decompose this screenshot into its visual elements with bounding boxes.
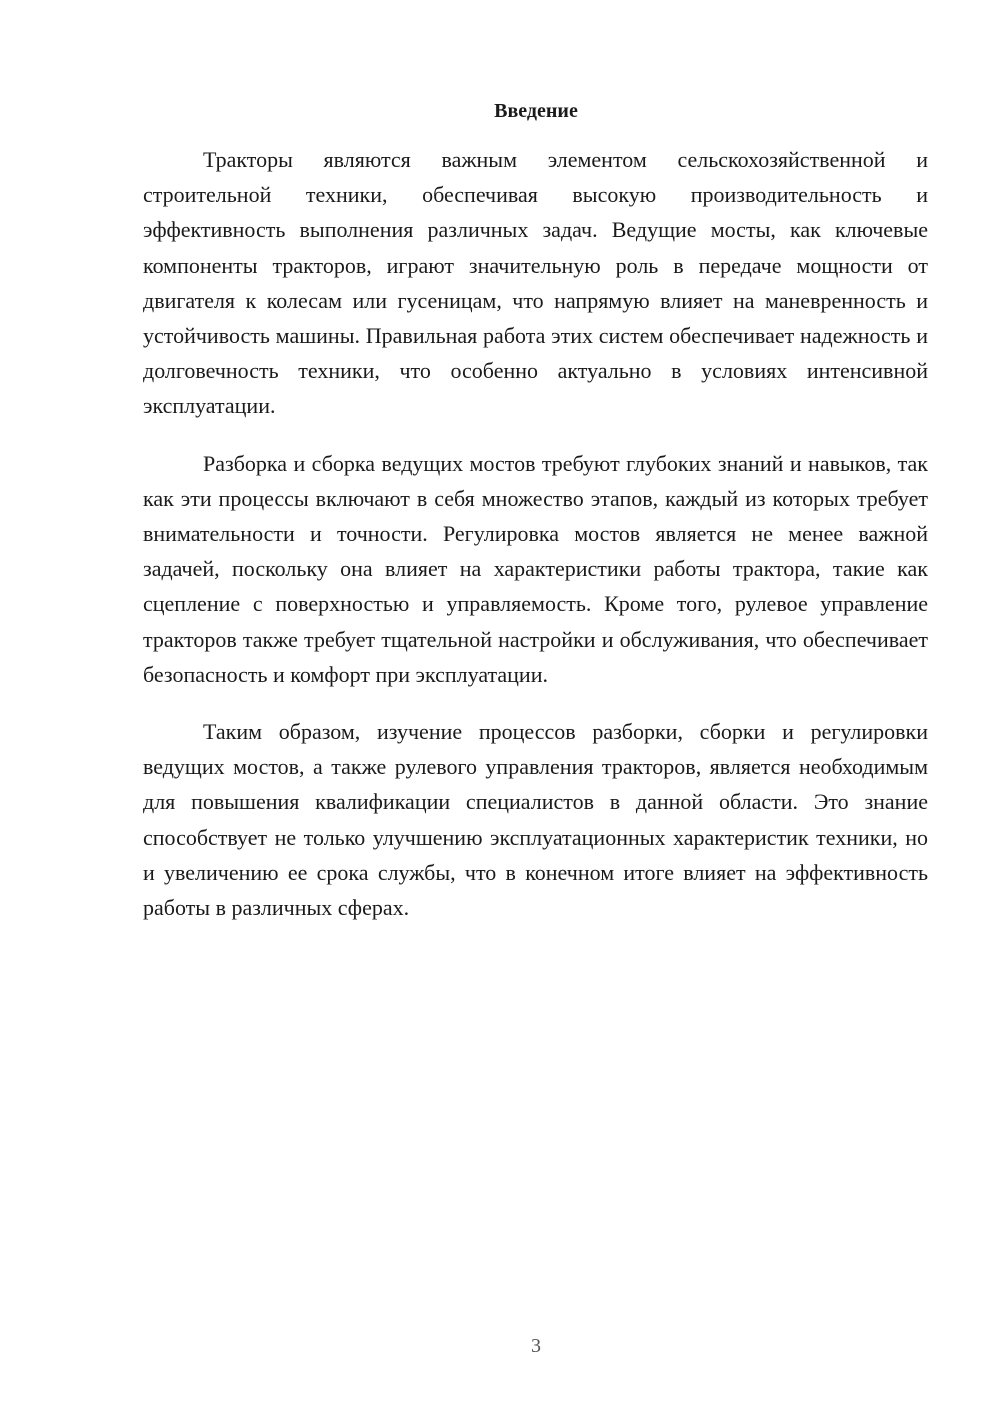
page-number: 3 (531, 1335, 541, 1357)
document-body (143, 142, 928, 947)
page-title: Введение (494, 100, 578, 122)
paragraph-2: Разборка и сборка ведущих мостов требуют глубоких знаний и навыков, так как эти процессы включают в себя множество этапов, каждый из которых требует внимательности и точности. Регулировка мостов является не менее важной задачей, поскольку она влияет на характеристики работы трактора, такие как сцепление с поверхностью и управляемость. Кроме того, рулевое управление тракторов также требует тщательной настройки и обслуживания, что обеспечивает безопасность и комфорт при эксплуатации. (143, 450, 928, 687)
paragraph-3: Таким образом, изучение процессов разборки, сборки и регулировки ведущих мостов, а также рулевого управления тракторов, является необходимым для повышения квалификации специалистов в данной области. Это знание способствует не только улучшению эксплуатационных характеристик техники, но и увеличению ее срока службы, что в конечном итоге влияет на эффективность работы в различных сферах. (143, 719, 928, 921)
paragraph-1: Тракторы являются важным элементом сельскохозяйственной и строительной техники, обеспечивая высокую производительность и эффективность выполнения различных задач. Ведущие мосты, как ключевые компоненты тракторов, играют значительную роль в передаче мощности от двигателя к колесам или гусеницам, что напрямую влияет на маневренность и устойчивость машины. Правильная работа этих систем обеспечивает надежность и долговечность техники, что особенно актуально в условиях интенсивной эксплуатации. (143, 147, 928, 419)
